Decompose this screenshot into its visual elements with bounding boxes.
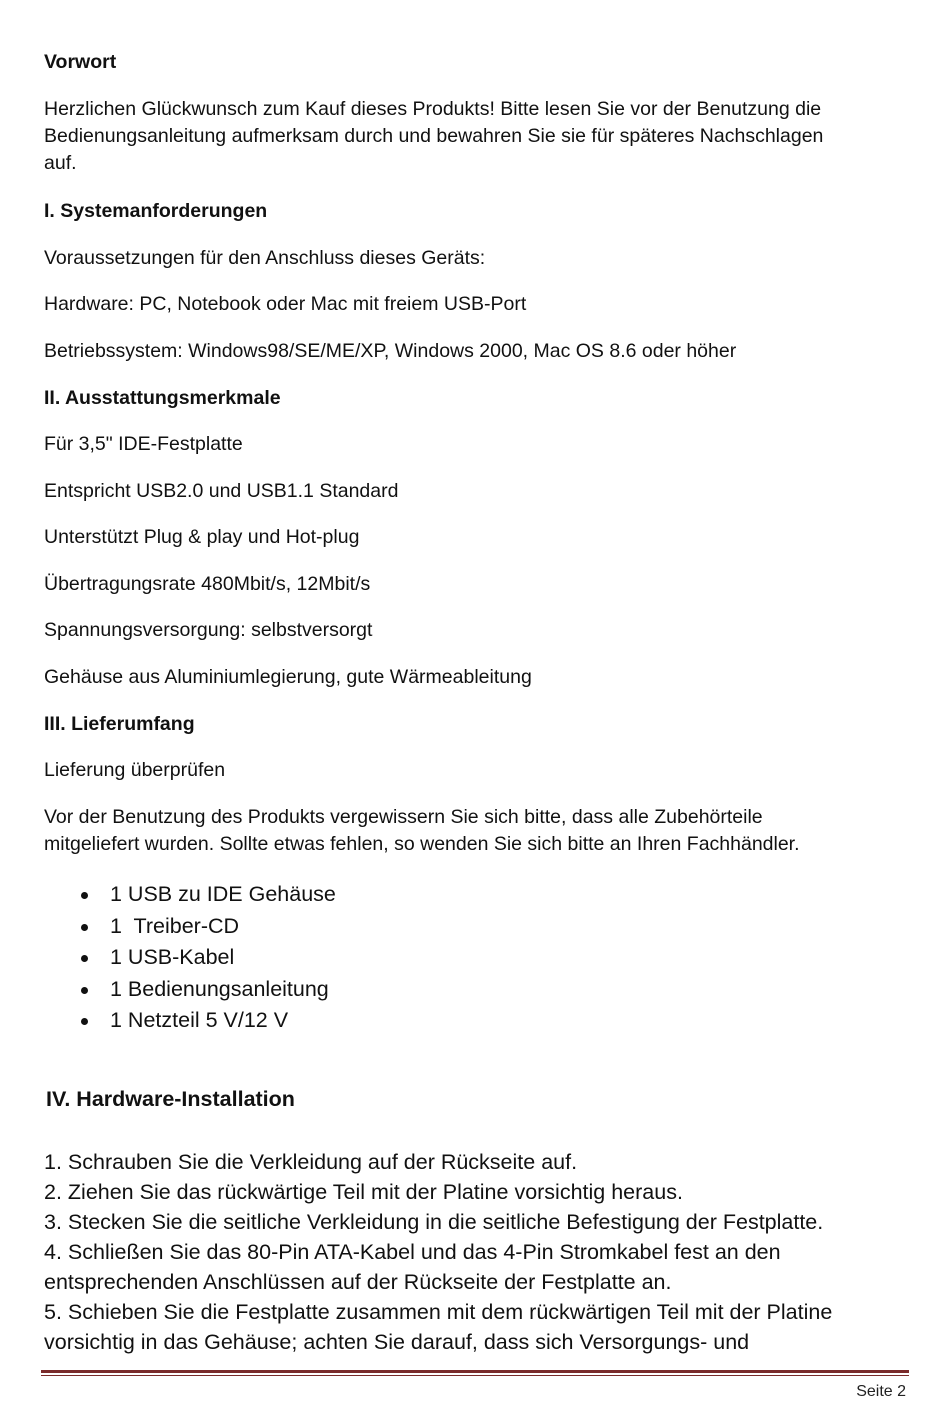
list-item-label: 1 Bedienungsanleitung	[110, 976, 329, 1001]
installation-line: 3. Stecken Sie die seitliche Verkleidung in die seitliche Befestigung der Festplatte.	[44, 1210, 824, 1234]
system-requirements-hardware: Hardware: PC, Notebook oder Mac mit freiem USB-Port	[44, 293, 527, 315]
preface-heading: Vorwort	[44, 51, 117, 73]
installation-steps	[44, 1147, 832, 1357]
delivery-heading: III. Lieferumfang	[44, 713, 195, 735]
delivery-line-1: Vor der Benutzung des Produkts vergewissern Sie sich bitte, dass alle Zubehörteile	[44, 806, 763, 828]
installation-line: 4. Schließen Sie das 80-Pin ATA-Kabel und das 4-Pin Stromkabel fest an den	[44, 1240, 781, 1264]
feature-item: Spannungsversorgung: selbstversorgt	[44, 619, 373, 641]
features-heading: II. Ausstattungsmerkmale	[44, 387, 281, 409]
preface-line-1: Herzlichen Glückwunsch zum Kauf dieses Produkts! Bitte lesen Sie vor der Benutzung die	[44, 98, 822, 120]
list-item-label: 1 Netzteil 5 V/12 V	[110, 1008, 289, 1033]
installation-line: vorsichtig in das Gehäuse; achten Sie darauf, dass sich Versorgungs- und	[44, 1330, 750, 1354]
list-item-label: 1 USB-Kabel	[110, 945, 235, 970]
preface-line-3: auf.	[44, 152, 77, 174]
feature-item: Unterstützt Plug & play und Hot-plug	[44, 526, 360, 548]
delivery-line-2: mitgeliefert wurden. Sollte etwas fehlen, so wenden Sie sich bitte an Ihren Fachhändler.	[44, 833, 800, 855]
list-item-label: 1 Treiber-CD	[110, 913, 240, 938]
installation-line: 5. Schieben Sie die Festplatte zusammen mit dem rückwärtigen Teil mit der Platine	[44, 1300, 833, 1324]
feature-item: Gehäuse aus Aluminiumlegierung, gute Wärmeableitung	[44, 666, 532, 688]
bullet-icon	[81, 924, 88, 931]
bullet-icon	[81, 1018, 88, 1025]
list-item-label: 1 USB zu IDE Gehäuse	[110, 882, 336, 906]
installation-heading: IV. Hardware-Installation	[46, 1087, 295, 1111]
installation-line: 2. Ziehen Sie das rückwärtige Teil mit der Platine vorsichtig heraus.	[44, 1180, 683, 1204]
installation-line: entsprechenden Anschlüssen auf der Rückseite der Festplatte an.	[44, 1270, 672, 1294]
delivery-check: Lieferung überprüfen	[44, 759, 226, 781]
system-requirements-os: Betriebssystem: Windows98/SE/ME/XP, Windows 2000, Mac OS 8.6 oder höher	[44, 340, 737, 362]
feature-item: Für 3,5" IDE-Festplatte	[44, 433, 243, 455]
feature-item: Entspricht USB2.0 und USB1.1 Standard	[44, 480, 399, 502]
preface-line-2: Bedienungsanleitung aufmerksam durch und bewahren Sie sie für späteres Nachschlagen	[44, 125, 824, 147]
footer-divider	[41, 1370, 909, 1373]
bullet-icon	[81, 987, 88, 994]
system-requirements-intro: Voraussetzungen für den Anschluss dieses Geräts:	[44, 247, 486, 269]
footer-divider-thin	[41, 1375, 909, 1376]
feature-item: Übertragungsrate 480Mbit/s, 12Mbit/s	[44, 573, 371, 595]
page-number: Seite 2	[856, 1383, 906, 1400]
installation-line: 1. Schrauben Sie die Verkleidung auf der Rückseite auf.	[44, 1150, 578, 1174]
system-requirements-heading: I. Systemanforderungen	[44, 200, 268, 222]
bullet-icon	[81, 955, 88, 962]
bullet-icon	[81, 892, 88, 899]
